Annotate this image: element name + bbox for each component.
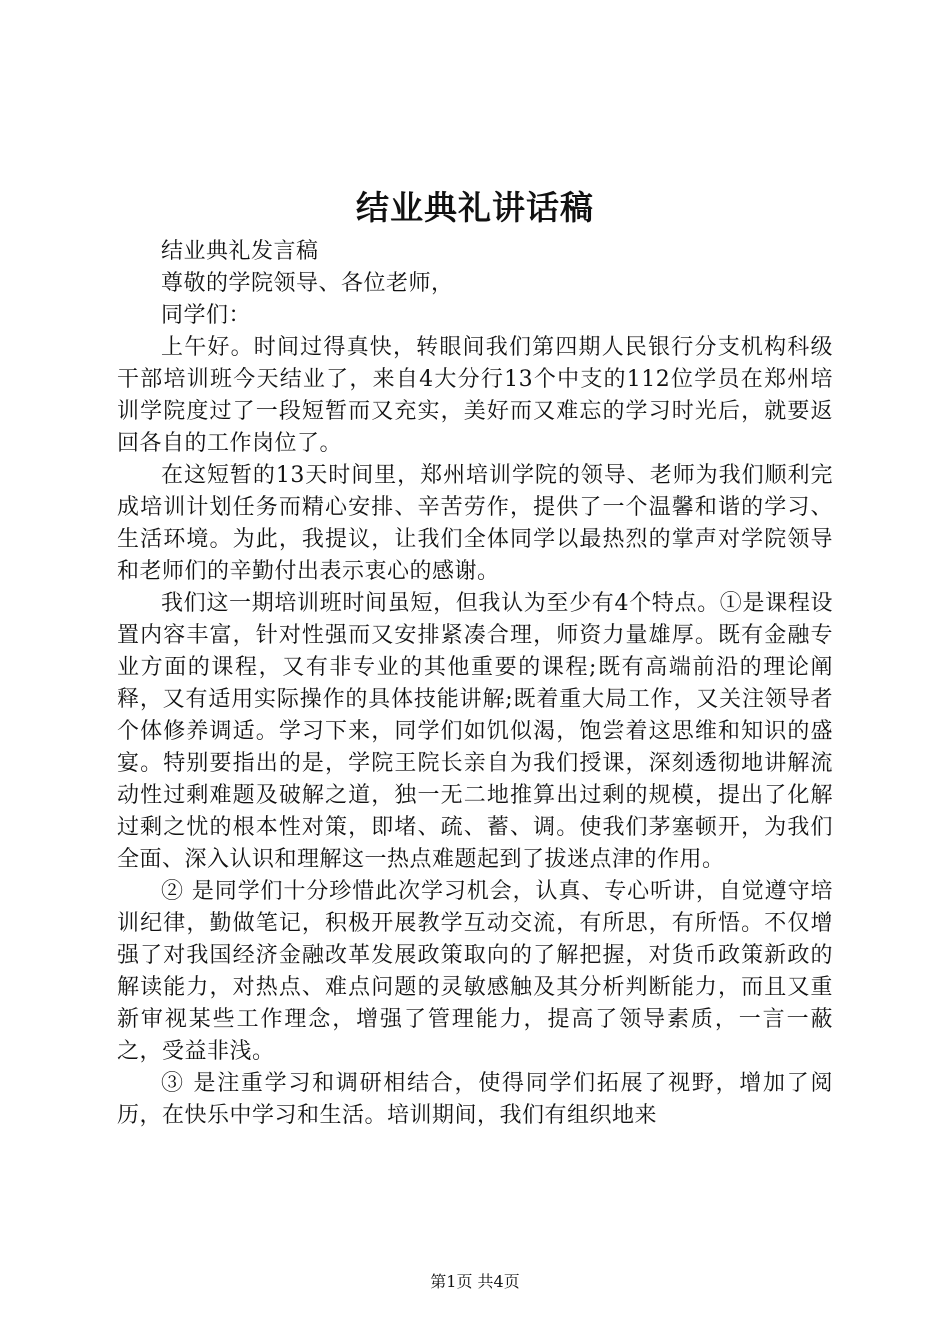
paragraph-feature-1: 我们这一期培训班时间虽短，但我认为至少有4个特点。①是课程设置内容丰富，针对性强而又安排紧凑合理，师资力量雄厚。既有金融专业方面的课程，又有非专业的其他重要的课程;既有高端前沿的理论阐释，又有适用实际操作的具体技能讲解;既着重大局工作，又关注领导者个体修养调适。学习下来，同学们如饥似渴，饱尝着这思维和知识的盛宴。特别要指出的是，学院王院长亲自为我们授课，深刻透彻地讲解流动性过剩难题及破解之道，独一无二地推算出过剩的规模，提出了化解过剩之忧的根本性对策，即堵、疏、蓄、调。使我们茅塞顿开，为我们全面、深入认识和理解这一热点难题起到了拔迷点津的作用。 <box>117 591 833 872</box>
paragraph-feature-3: ③ 是注重学习和调研相结合，使得同学们拓展了视野，增加了阅历，在快乐中学习和生活。培训期间，我们有组织地来 <box>117 1071 833 1128</box>
paragraph-heading: 结业典礼发言稿 <box>161 239 319 264</box>
paragraph-feature-2: ② 是同学们十分珍惜此次学习机会，认真、专心听讲，自觉遵守培训纪律，勤做笔记，积极开展教学互动交流，有所思，有所悟。不仅增强了对我国经济金融改革发展政策取向的了解把握，对货币政策新政的解读能力，对热点、难点问题的灵敏感触及其分析判断能力，而且又重新审视某些工作理念，增强了管理能力，提高了领导素质，一言一蔽之，受益非浅。 <box>117 879 833 1064</box>
paragraph-thanks: 在这短暂的13天时间里，郑州培训学院的领导、老师为我们顺利完成培训计划任务而精心安排、辛苦劳作，提供了一个温馨和谐的学习、生活环境。为此，我提议，让我们全体同学以最热烈的掌声对学院领导和老师们的辛勤付出表示衷心的感谢。 <box>117 463 833 584</box>
paragraph-salutation-2: 同学们： <box>161 303 252 328</box>
document-body <box>117 236 833 1132</box>
paragraph-intro: 上午好。时间过得真快，转眼间我们第四期人民银行分支机构科级干部培训班今天结业了，来自4大分行13个中支的112位学员在郑州培训学院度过了一段短暂而又充实，美好而又难忘的学习时光后，就要返回各自的工作岗位了。 <box>117 335 833 456</box>
document-title: 结业典礼讲话稿 <box>356 188 594 227</box>
paragraph-salutation: 尊敬的学院领导、各位老师， <box>161 271 454 296</box>
page-footer: 第1页 共4页 <box>430 1272 520 1291</box>
